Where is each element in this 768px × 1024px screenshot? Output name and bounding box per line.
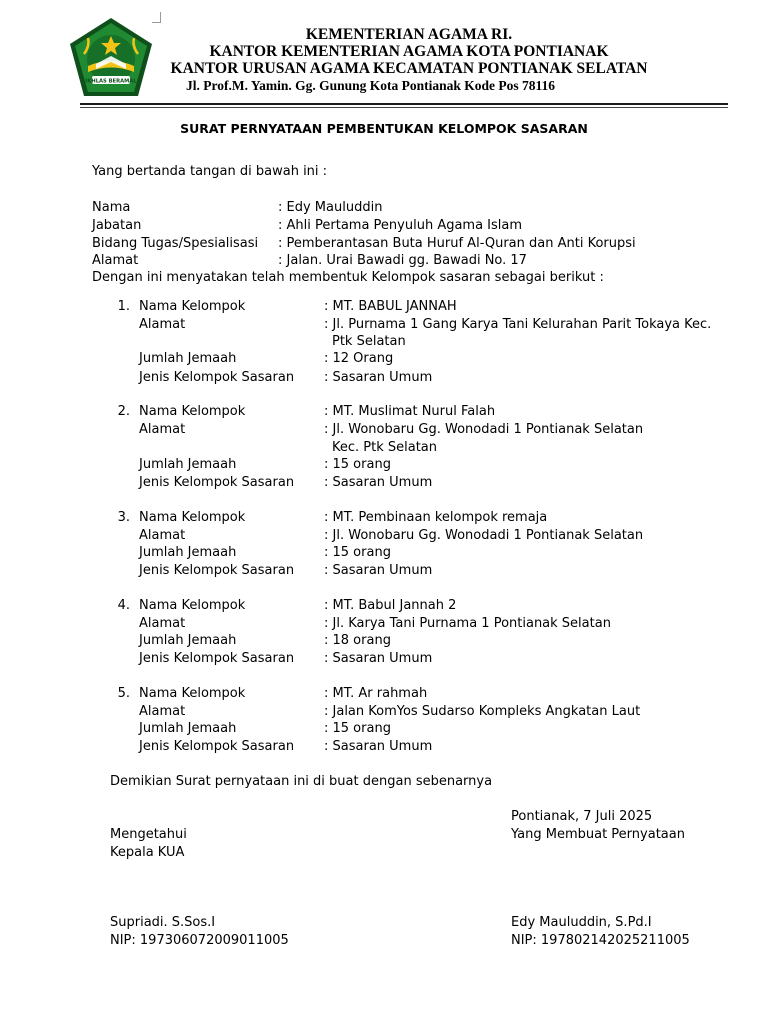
intro-text: Yang bertanda tangan di bawah ini : [92,164,328,179]
letterhead [150,26,668,94]
right-signer-name: Edy Mauluddin, S.Pd.I [511,915,652,930]
group-label: Jumlah Jemaah [139,633,237,648]
group-label: Jenis Kelompok Sasaran [139,651,295,666]
group-label: Jenis Kelompok Sasaran [139,563,295,578]
group-value: : MT. BABUL JANNAH [324,299,457,314]
group-label: Alamat [139,422,186,437]
group-label: Jumlah Jemaah [139,351,237,366]
group-number: 4. [117,598,130,613]
group-value: : 15 orang [324,545,391,560]
group-label: Alamat [139,528,186,543]
group-value: : MT. Babul Jannah 2 [324,598,457,613]
left-signer-title: Mengetahui [110,827,187,842]
group-value: : Jl. Wonobaru Gg. Wonodadi 1 Pontianak Selatan [324,422,644,437]
left-signer-position: Kepala KUA [110,845,185,860]
closing-text: Demikian Surat pernyataan ini di buat dengan sebenarnya [110,774,493,789]
group-label: Jumlah Jemaah [139,457,237,472]
letterhead-address: Jl. Prof.M. Yamin. Gg. Gunung Kota Pontianak Kode Pos 78116 [186,78,556,93]
group-value-continued: Ptk Selatan [332,334,406,349]
identity-value: : Pemberantasan Buta Huruf Al-Quran dan Anti Korupsi [278,236,636,251]
group-label: Nama Kelompok [139,404,246,419]
group-value: : Jalan KomYos Sudarso Kompleks Angkatan Laut [324,704,641,719]
group-label: Alamat [139,317,186,332]
group-label: Alamat [139,704,186,719]
kemenag-logo-icon [66,16,156,98]
group-label: Nama Kelompok [139,598,246,613]
group-label: Nama Kelompok [139,299,246,314]
group-number: 2. [117,404,130,419]
group-value: : MT. Pembinaan kelompok remaja [324,510,548,525]
group-value: : 15 orang [324,457,391,472]
group-label: Jenis Kelompok Sasaran [139,370,295,385]
group-value: : MT. Muslimat Nurul Falah [324,404,496,419]
group-value: : 15 orang [324,721,391,736]
identity-value: : Jalan. Urai Bawadi gg. Bawadi No. 17 [278,253,527,268]
letterhead-city-office: KANTOR KEMENTERIAN AGAMA KOTA PONTIANAK [209,43,609,60]
letterhead-thick-rule [80,103,728,105]
place-date: Pontianak, 7 Juli 2025 [511,809,653,824]
identity-label: Bidang Tugas/Spesialisasi [92,236,259,251]
letterhead-ministry: KEMENTERIAN AGAMA RI. [305,26,513,43]
group-value: : Sasaran Umum [324,563,433,578]
left-signer-nip: NIP: 197306072009011005 [110,933,289,948]
group-label: Alamat [139,616,186,631]
left-signer-name: Supriadi. S.Sos.I [110,915,216,930]
group-label: Nama Kelompok [139,686,246,701]
group-value: : Jl. Wonobaru Gg. Wonodadi 1 Pontianak Selatan [324,528,644,543]
group-number: 5. [117,686,130,701]
group-number: 1. [117,299,130,314]
group-value: : Sasaran Umum [324,370,433,385]
group-number: 3. [117,510,130,525]
right-signer-nip: NIP: 197802142025211005 [511,933,690,948]
group-value: : Sasaran Umum [324,475,433,490]
identity-label: Nama [92,200,131,215]
group-value: : 12 Orang [324,351,394,366]
group-value: : 18 orang [324,633,391,648]
statement-text: Dengan ini menyatakan telah membentuk Kelompok sasaran sebagai berikut : [92,270,604,285]
group-value-continued: Kec. Ptk Selatan [332,440,438,455]
identity-label: Alamat [92,253,139,268]
identity-value: : Edy Mauluddin [278,200,383,215]
identity-label: Jabatan [92,218,142,233]
right-signer-title: Yang Membuat Pernyataan [511,827,685,842]
letterhead-kua-office: KANTOR URUSAN AGAMA KECAMATAN PONTIANAK SELATAN [170,60,648,77]
group-value: : MT. Ar rahmah [324,686,428,701]
letterhead-thin-rule [80,107,728,108]
group-label: Jenis Kelompok Sasaran [139,739,295,754]
svg-text:IKHLAS BERAMAL: IKHLAS BERAMAL [85,78,137,85]
group-label: Jumlah Jemaah [139,721,237,736]
group-value: : Jl. Karya Tani Purnama 1 Pontianak Selatan [324,616,611,631]
group-label: Jumlah Jemaah [139,545,237,560]
group-label: Nama Kelompok [139,510,246,525]
identity-value: : Ahli Pertama Penyuluh Agama Islam [278,218,523,233]
group-value: : Sasaran Umum [324,651,433,666]
document-title: SURAT PERNYATAAN PEMBENTUKAN KELOMPOK SASARAN [180,121,588,136]
group-value: : Jl. Purnama 1 Gang Karya Tani Kelurahan Parit Tokaya Kec. [324,317,712,332]
group-label: Jenis Kelompok Sasaran [139,475,295,490]
group-value: : Sasaran Umum [324,739,433,754]
